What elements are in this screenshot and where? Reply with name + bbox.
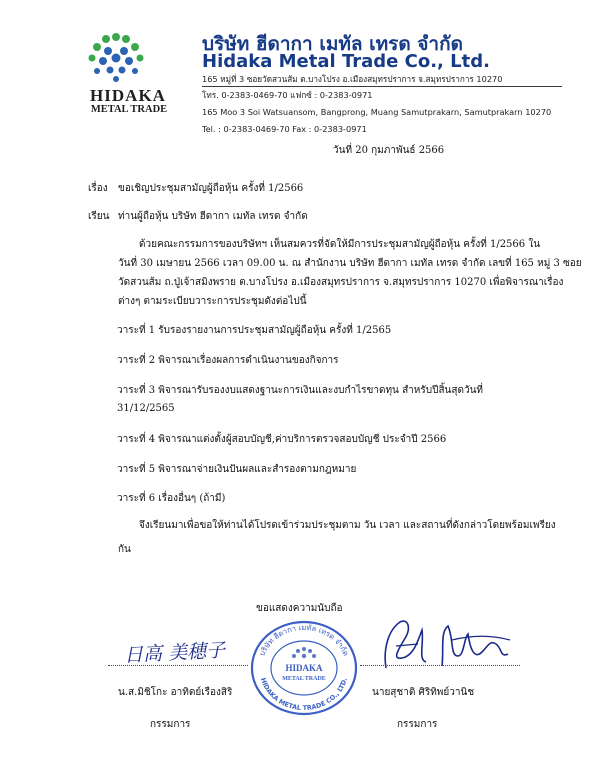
signature-right	[378, 610, 518, 680]
signature-left: 日高 美穂子	[123, 639, 226, 667]
closing-line: จึงเรียนมาเพื่อขอให้ท่านได้โปรดเข้าร่วมประชุมตาม วัน เวลา และสถานที่ดังกล่าวโดยพร้อมเพรียง	[139, 520, 556, 531]
company-logo-dots	[86, 33, 146, 85]
address-english: 165 Moo 3 Soi Watsuansom, Bangprong, Muang Samutprakarn, Samutprakarn 10270	[202, 107, 552, 117]
stamp-ring-top-text: บริษัท ฮีดากา เมทัล เทรด จำกัด	[257, 622, 351, 658]
company-stamp	[248, 618, 360, 716]
phone-english: Tel. : 0-2383-0469-70 Fax : 0-2383-0971	[202, 124, 367, 134]
intro-line: วันที่ 30 เมษายน 2566 เวลา 09.00 น. ณ สำนักงาน บริษัท ฮีดากา เมทัล เทรด จำกัด เลขที่ 165 หมู่ 3 ซอย	[118, 258, 582, 269]
subject-label: เรื่อง	[88, 183, 108, 194]
closing-line: กัน	[118, 544, 131, 555]
signer-right-title: กรรมการ	[397, 719, 438, 730]
agenda-item-continuation: 31/12/2565	[117, 403, 175, 414]
stamp-ring-bottom-text: HIDAKA METAL TRADE CO., LTD.	[259, 676, 349, 713]
letterhead-divider	[202, 86, 562, 87]
intro-line: วัดสวนส้ม ถ.ปู่เจ้าสมิงพราย ต.บางโปรง อ.เมืองสมุทรปราการ จ.สมุทรปราการ 10270 เพื่อพิจารณาเรื่อง	[118, 277, 564, 288]
agenda-item: วาระที่ 4 พิจารณาแต่งตั้งผู้สอบบัญชี,ค่าบริการตรวจสอบบัญชี ประจำปี 2566	[117, 434, 447, 445]
stamp-center-word: HIDAKA	[285, 663, 323, 673]
logo-subtitle: METAL TRADE	[90, 104, 168, 115]
signer-left-name: น.ส.มิชิโกะ อาทิตย์เรืองสิริ	[118, 687, 233, 698]
company-name-english: Hidaka Metal Trade Co., Ltd.	[202, 51, 490, 72]
to-text: ท่านผู้ถือหุ้น บริษัท ฮีดากา เมทัล เทรด จำกัด	[118, 211, 308, 222]
regards: ขอแสดงความนับถือ	[256, 603, 343, 614]
svg-text:บริษัท ฮีดากา เมทัล เทรด จำกัด	[257, 623, 350, 657]
phone-thai: โทร. 0-2383-0469-70 แฟกซ์ : 0-2383-0971	[202, 90, 373, 100]
agenda-item: วาระที่ 3 พิจารณารับรองงบแสดงฐานะการเงินและงบกำไรขาดทุน สำหรับปีสิ้นสุดวันที่	[117, 385, 484, 396]
stamp-center-sub: METAL TRADE	[282, 676, 326, 682]
signature-line-left	[108, 665, 248, 667]
signer-left-title: กรรมการ	[150, 719, 191, 730]
company-name-thai: บริษัท ฮีดากา เมทัล เทรด จำกัด	[202, 33, 463, 55]
agenda-item: วาระที่ 6 เรื่องอื่นๆ (ถ้ามี)	[117, 493, 226, 504]
intro-line: ต่างๆ ตามระเบียบวาระการประชุมดังต่อไปนี้	[118, 296, 307, 307]
to-label: เรียน	[88, 211, 110, 222]
logo-wordmark: HIDAKA	[90, 86, 166, 105]
address-thai: 165 หมู่ที่ 3 ซอยวัดสวนส้ม ต.บางโปรง อ.เมืองสมุทรปราการ จ.สมุทรปราการ 10270	[202, 74, 503, 84]
signature-line-right	[360, 665, 520, 667]
agenda-item: วาระที่ 5 พิจารณาจ่ายเงินปันผลและสำรองตามกฎหมาย	[117, 464, 357, 475]
letter-date: วันที่ 20 กุมภาพันธ์ 2566	[333, 145, 445, 156]
agenda-item: วาระที่ 2 พิจารณาเรื่องผลการดำเนินงานของกิจการ	[117, 355, 339, 366]
signer-right-name: นายสุชาติ ศิริทิพย์วานิช	[372, 687, 475, 698]
agenda-item: วาระที่ 1 รับรองรายงานการประชุมสามัญผู้ถือหุ้น ครั้งที่ 1/2565	[117, 325, 392, 336]
intro-line: ด้วยคณะกรรมการของบริษัทฯ เห็นสมควรที่จัดให้มีการประชุมสามัญผู้ถือหุ้น ครั้งที่ 1/2566 ใน	[139, 239, 541, 250]
subject-text: ขอเชิญประชุมสามัญผู้ถือหุ้น ครั้งที่ 1/2566	[118, 183, 304, 194]
